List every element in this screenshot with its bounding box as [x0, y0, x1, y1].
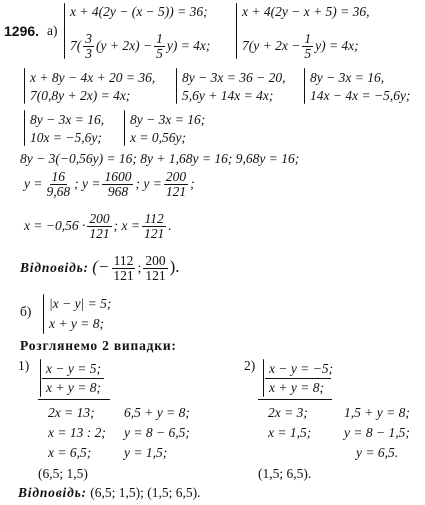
equation: y = 1,5; [124, 445, 168, 460]
equation: y = 8 − 6,5; [124, 425, 190, 440]
equation: 14x − 4x = −5,6y; [310, 88, 411, 103]
equation: x + y = 8; [46, 380, 101, 395]
equation: 10x = −5,6y; [30, 130, 102, 145]
equation: 7(y + 2x − $\frac{1}{5}$ y) = 4x; [242, 31, 359, 62]
equation: x + 4(2y − (x − 5)) = 36; [70, 4, 208, 19]
sum-line [38, 399, 110, 400]
equation: 8y − 3x = 36 − 20, [182, 70, 286, 85]
equation: 6,5 + y = 8; [124, 405, 190, 420]
brace [24, 110, 25, 146]
case-1-label: 1) [18, 358, 30, 373]
equation: x = 1,5; [268, 425, 312, 440]
equation: y = 8 − 1,5; [344, 425, 410, 440]
part-b-label: б) [20, 304, 32, 319]
equation: 5,6y + 14x = 4x; [182, 88, 274, 103]
equation: 8y − 3(−0,56y) = 16; 8y + 1,68y = 16; 9,68y = 16; [20, 151, 300, 166]
x-solution: x = −0,56 · $\frac{200}{121}$ ; x = $\frac{112}{121}$ . [24, 211, 172, 242]
case-2-result: (1,5; 6,5). [258, 466, 312, 481]
brace [176, 68, 177, 104]
equation: 8y − 3x = 16; [130, 112, 206, 127]
equation: x − y = −5; [269, 361, 334, 376]
part-a-label: а) [47, 23, 58, 38]
equation: x − y = 5; [46, 361, 101, 376]
equation: 2x = 3; [268, 405, 308, 420]
brace [263, 359, 264, 397]
underline [42, 378, 104, 379]
equation: 2x = 13; [48, 405, 95, 420]
cases-heading: Розглянемо 2 випадки: [20, 338, 177, 353]
equation: 1,5 + y = 8; [344, 405, 410, 420]
brace [24, 68, 25, 104]
sum-line [258, 399, 332, 400]
underline [265, 378, 331, 379]
case-2-label: 2) [244, 358, 256, 373]
equation: x + 8y − 4x + 20 = 36, [30, 70, 156, 85]
brace [64, 3, 65, 59]
equation: 7( $\frac{3}{3}$ (y + 2x) − $\frac{1}{5}$ y) = 4x; [70, 31, 211, 62]
equation: 8y − 3x = 16, [310, 70, 385, 85]
answer-a: Відповідь: (− $\frac{112}{121}$ ; $\frac{200}{121}$ ). [20, 253, 180, 284]
brace [43, 294, 44, 334]
equation: 7(0,8y + 2x) = 4x; [30, 88, 131, 103]
problem-number: 1296. [4, 23, 40, 39]
equation: y = 6,5. [356, 445, 399, 460]
brace [40, 359, 41, 397]
equation: x + y = 8; [269, 380, 324, 395]
equation: x + 4(2y − x + 5) = 36, [242, 4, 370, 19]
equation: 8y − 3x = 16, [30, 112, 105, 127]
equation: |x − y| = 5; [49, 296, 112, 311]
y-solution: y = $\frac{16}{9,68}$ ; y = $\frac{1600}{968}$ ; y = $\frac{200}{121}$ ; [24, 169, 195, 200]
brace [124, 110, 125, 146]
equation: x = 13 : 2; [48, 425, 106, 440]
equation: x = 0,56y; [130, 130, 186, 145]
equation: x + y = 8; [49, 316, 104, 331]
brace [236, 3, 237, 59]
answer-b: Відповідь: (6,5; 1,5); (1,5; 6,5). [18, 485, 201, 500]
case-1-result: (6,5; 1,5) [38, 466, 88, 481]
brace [304, 68, 305, 104]
equation: x = 6,5; [48, 445, 92, 460]
